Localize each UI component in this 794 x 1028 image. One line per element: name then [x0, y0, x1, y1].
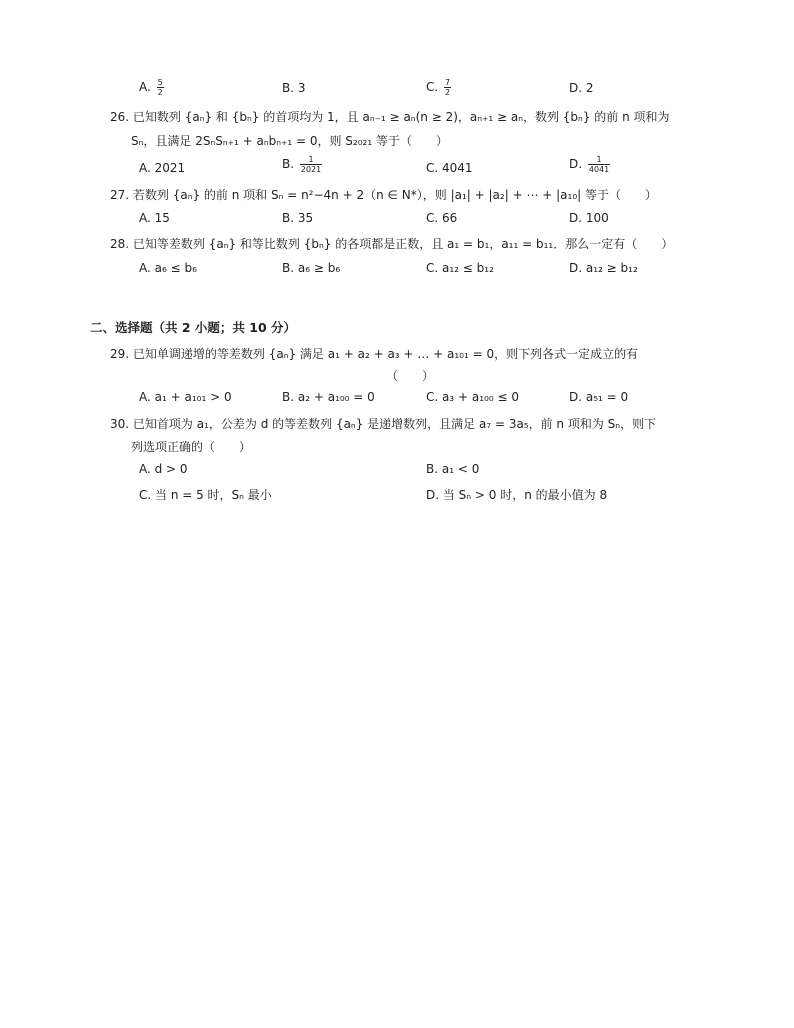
q28-option-b: B. a₆ ≥ b₆: [282, 261, 341, 275]
q28-option-d: D. a₁₂ ≥ b₁₂: [569, 261, 638, 275]
q29-option-c: C. a₃ + a₁₀₀ ≤ 0: [426, 390, 519, 404]
q27-option-a: A. 15: [139, 211, 170, 225]
q25-option-a-label: A.: [139, 80, 151, 94]
q29-option-a: A. a₁ + a₁₀₁ > 0: [139, 390, 232, 404]
fraction-numerator: 5: [157, 78, 163, 87]
q26-option-d-label: D.: [569, 157, 583, 171]
q29-option-d: D. a₅₁ = 0: [569, 390, 629, 404]
q26-stem-line1: 26. 已知数列 {aₙ} 和 {bₙ} 的首项均为 1，且 aₙ₋₁ ≥ aₙ(n ≥ 2)，aₙ₊₁ ≥ aₙ，数列 {bₙ} 的前 n 项和为: [110, 110, 670, 124]
q25-option-c-fraction: [444, 78, 451, 97]
q26-option-b: [282, 155, 322, 174]
q26-option-d-fraction: [588, 155, 610, 174]
fraction-numerator: 1: [300, 155, 322, 165]
q26-option-b-label: B.: [282, 157, 295, 171]
q25-option-c-label: C.: [426, 80, 439, 94]
q27-option-b: B. 35: [282, 211, 314, 225]
fraction-numerator: 1: [588, 155, 610, 165]
q27-option-d: D. 100: [569, 211, 609, 225]
q26-option-d: [569, 155, 610, 174]
q30-stem-line2: 列选项正确的（ ）: [131, 440, 252, 454]
fraction-denominator: 2021: [300, 165, 322, 174]
q25-option-a: [139, 78, 164, 97]
q26-option-b-fraction: [300, 155, 322, 174]
q27-option-c: C. 66: [426, 211, 458, 225]
q26-stem-line2: Sₙ，且满足 2SₙSₙ₊₁ + aₙbₙ₊₁ = 0，则 S₂₀₂₁ 等于（ ）: [131, 134, 448, 148]
q30-option-b: B. a₁ < 0: [426, 462, 480, 476]
q29-stem-line2: （ ）: [386, 369, 435, 383]
q26-option-c: C. 4041: [426, 161, 473, 175]
q25-option-b: B. 3: [282, 81, 306, 95]
q25-option-c: [426, 78, 451, 97]
fraction-numerator: 7: [445, 78, 451, 87]
fraction-denominator: 4041: [588, 165, 610, 174]
q27-stem-line1: 27. 若数列 {aₙ} 的前 n 项和 Sₙ = n²−4n + 2（n ∈ N*），则 |a₁| + |a₂| + ⋯ + |a₁₀| 等于（ ）: [110, 188, 657, 202]
section-heading: 二、选择题（共 2 小题；共 10 分）: [90, 320, 297, 335]
q28-option-a: A. a₆ ≤ b₆: [139, 261, 197, 275]
fraction-denominator: 2: [445, 88, 451, 97]
q29-option-b: B. a₂ + a₁₀₀ = 0: [282, 390, 375, 404]
q30-option-c: C. 当 n = 5 时，Sₙ 最小: [139, 488, 272, 502]
fraction-denominator: 2: [157, 88, 163, 97]
q29-stem-line1: 29. 已知单调递增的等差数列 {aₙ} 满足 a₁ + a₂ + a₃ + … + a₁₀₁ = 0，则下列各式一定成立的有: [110, 347, 639, 361]
q26-option-a: A. 2021: [139, 161, 186, 175]
q30-stem-line1: 30. 已知首项为 a₁，公差为 d 的等差数列 {aₙ} 是递增数列，且满足 a₇ = 3a₅，前 n 项和为 Sₙ，则下: [110, 417, 657, 431]
q25-option-a-fraction: [157, 78, 164, 97]
q28-stem-line1: 28. 已知等差数列 {aₙ} 和等比数列 {bₙ} 的各项都是正数，且 a₁ = b₁，a₁₁ = b₁₁．那么一定有（ ）: [110, 237, 674, 251]
q30-option-d: D. 当 Sₙ > 0 时，n 的最小值为 8: [426, 488, 608, 502]
q30-option-a: A. d > 0: [139, 462, 188, 476]
q28-option-c: C. a₁₂ ≤ b₁₂: [426, 261, 494, 275]
q25-option-d: D. 2: [569, 81, 594, 95]
